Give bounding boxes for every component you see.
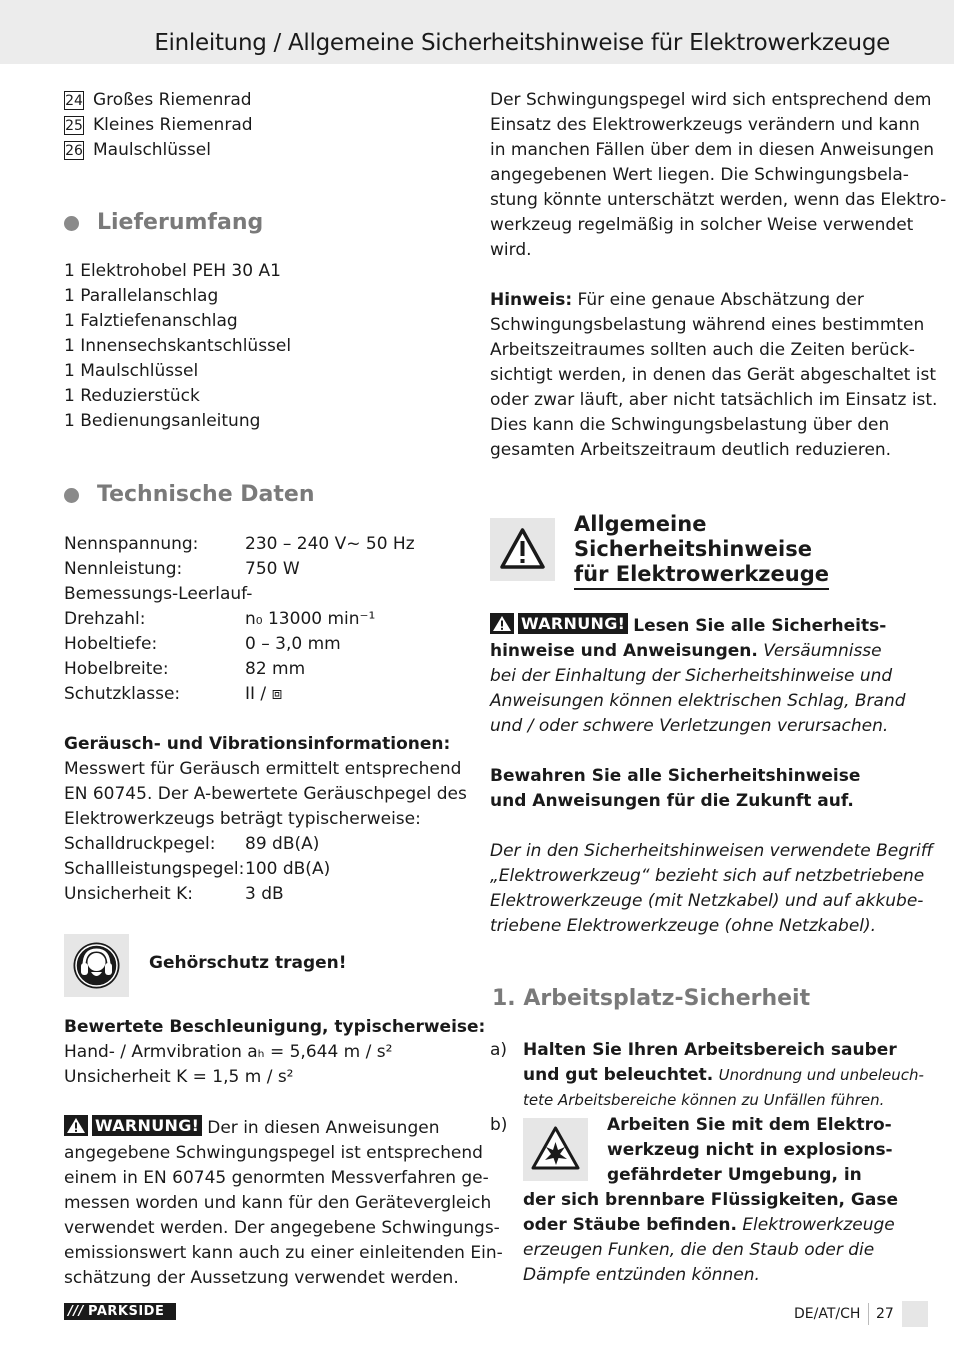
warning-triangle-icon (490, 518, 555, 581)
warning-triangle-icon (490, 613, 514, 634)
warning-triangle-icon (64, 1115, 88, 1136)
noise-row: Schalldruckpegel: 89 dB(A) (64, 834, 320, 854)
noise-text: EN 60745. Der A-bewertete Geräuschpegel des (64, 784, 467, 804)
ear-protection-label: Gehörschutz tragen! (149, 953, 347, 973)
vibration-text: Unsicherheit K = 1,5 m / s² (64, 1067, 294, 1087)
bullet-icon (64, 216, 79, 231)
note-paragraph: Hinweis: Für eine genaue Abschätzung der (490, 290, 864, 310)
noise-row: Schallleistungspegel: 100 dB(A) (64, 859, 331, 879)
spec-row: Hobelbreite: 82 mm (64, 659, 306, 679)
explosion-hazard-box (523, 1118, 588, 1181)
list-item: 1 Maulschlüssel (64, 361, 199, 381)
noise-row: Unsicherheit K: 3 dB (64, 884, 284, 904)
list-item: 1 Innensechskantschlüssel (64, 336, 292, 356)
safety-warning-text: WARNUNG! Lesen Sie alle Sicherheits- hinweise und Anweisungen. Versäumnisse bei der Einhaltung der Sicherheitshinweise und Anweisungen können elektrischen Schlag, Brand und / oder schwere Verletzungen verursachen. Bewahren Sie alle Sicherheitshinweise und Anweisungen für die Zukunft auf. Der in den Sicherheitshinweisen verwendete Begriff „Elektrowerkzeug“ bezieht sich auf netzbetriebene Elektrowerkzeuge (mit Netzkabel) und auf akkube- triebene Elektrowerkzeuge (ohne Netzkabel). (490, 614, 934, 936)
warning-badge: WARNUNG! (490, 613, 628, 634)
page-number: 27 (876, 1306, 894, 1322)
explosion-hazard-icon (523, 1118, 588, 1181)
vibration-text: Hand- / Armvibration aₕ = 5,644 m / s² (64, 1042, 393, 1062)
ear-protection-box (64, 934, 129, 997)
part-item: 25 Kleines Riemenrad (65, 115, 253, 135)
noise-heading: Geräusch- und Vibrationsinformationen: (64, 734, 451, 754)
spec-row: Bemessungs-Leerlauf- (64, 584, 253, 604)
footer-language: DE/AT/CH (794, 1306, 861, 1322)
section-heading-lieferumfang: Lieferumfang (64, 208, 464, 238)
page-title: Einleitung / Allgemeine Sicherheitshinweise für Elektrowerkzeuge (154, 30, 890, 56)
list-item: 1 Bedienungsanleitung (64, 411, 261, 431)
list-item: 1 Reduzierstück (64, 386, 200, 406)
list-item-a: a) Halten Sie Ihren Arbeitsbereich sauber und gut beleuchtet. Unordnung und unbeleuch- tete Arbeitsbereiche können zu Unfällen führen. (490, 1040, 924, 1109)
safety-warning-box (490, 518, 555, 581)
right-column: Der Schwingungspegel wird sich entsprechend dem Einsatz des Elektrowerkzeugs verändern und kann in manchen Fällen über dem in diesen Anweisungen angegebenen Wert liegen. Die Schwingungsbela- stung könnte unterschätzt werden, wenn das Elektro- werkzeug regelmäßig in solcher Weise verwendet wird. Hinweis: Für eine genaue Abschätzung der Schwingungsbelastung während eines bestimmten Arbeitszeitraumes sollten auch die Zeiten berück- sichtigt werden, in denen das Gerät abgeschaltet ist oder zwar läuft, aber nicht tatsächlich im Einsatz ist. Dies kann die Schwingungsbelastung über den gesamten Arbeitszeitraum deutlich reduzieren. (490, 90, 947, 460)
warning-badge: WARNUNG! (64, 1115, 202, 1136)
spec-row: Nennleistung: 750 W (64, 559, 300, 579)
footer-divider (868, 1303, 869, 1325)
spec-row: Nennspannung: 230 – 240 V~ 50 Hz (64, 534, 415, 554)
page-header (0, 0, 954, 64)
noise-text: Elektrowerkzeugs beträgt typischerweise: (64, 809, 421, 829)
list-item: 1 Parallelanschlag (64, 286, 219, 306)
safety-title: Allgemeine Sicherheitshinweise für Elektrowerkzeuge (574, 512, 829, 590)
part-item: 26 Maulschlüssel (65, 140, 211, 160)
left-column: 24 Großes Riemenrad 25 Kleines Riemenrad 26 Maulschlüssel Lieferumfang 1 Elektrohobel PEH 30 A1 1 Parallelanschlag 1 Falztiefenanschlag 1 Innensechskantschlüssel 1 Maulschlüssel 1 Reduzierstück 1 Bedienungsanleitung Technische Daten Nennspannung: 230 – 240 V~ 50 Hz Nennleistung: 750 W Bemessungs-Leerlauf- Drehzahl: n₀ 13000 min⁻¹ Hobeltiefe: 0 – 3,0 mm Hobelbreite: 82 mm Schutzklasse: II / ⧈ Geräusch- und Vibrationsinformationen: Messwert für Geräusch ermittelt entsprechend EN 60745. Der A-bewertete Geräuschpegel des Elektrowerkzeugs beträgt typischerweise: Schalldruckpegel: 89 dB(A) Schallleistungspegel: 100 dB(A) Unsicherheit K: 3 dB Bewertete Beschleunigung, typischerweise: Hand- / Armvibration aₕ = 5,644 m / s² Unsicherheit K = 1,5 m / s² WARNUNG! Der in diesen Anweisungen angegebene Schwingungspegel ist entsprechend einem in EN 60745 genormten Messverfahren ge- messen worden und kann für den Gerätevergleich verwendet werden. Der angegebene Schwingungs- emissionswert kann auch zu einer einleitenden Ein- schätzung der Aussetzung verwendet werden. (64, 90, 503, 1288)
list-item: 1 Elektrohobel PEH 30 A1 (64, 261, 281, 281)
vibration-heading: Bewertete Beschleunigung, typischerweise: (64, 1017, 486, 1037)
list-item-b: b) Arbeiten Sie mit dem Elektro- werkzeug nicht in explosions- gefährdeter Umgebung, in der sich brennbare Flüssigkeiten, Gase oder Stäube befinden. Elektrowerkzeuge erzeugen Funken, die den Staub oder die Dämpfe entzünden können. (490, 1115, 898, 1285)
section-heading-technische-daten: Technische Daten (64, 480, 464, 510)
noise-text: Messwert für Geräusch ermittelt entsprechend (64, 759, 462, 779)
footer-tab (902, 1301, 928, 1327)
part-item: 24 Großes Riemenrad (65, 90, 252, 110)
bullet-icon (64, 488, 79, 503)
spec-row: Schutzklasse: II / ⧈ (64, 684, 283, 704)
list-item: 1 Falztiefenanschlag (64, 311, 238, 331)
warning-paragraph: WARNUNG! Der in diesen Anweisungen (64, 1115, 464, 1141)
section-heading-arbeitsplatz: 1. Arbeitsplatz-Sicherheit (492, 986, 811, 1011)
brand-stripes-icon: /// (68, 1304, 84, 1319)
brand-logo: /// PARKSIDE (64, 1303, 176, 1320)
spec-row: Hobeltiefe: 0 – 3,0 mm (64, 634, 341, 654)
spec-row: Drehzahl: n₀ 13000 min⁻¹ (64, 609, 376, 629)
ear-protection-icon (64, 934, 129, 997)
